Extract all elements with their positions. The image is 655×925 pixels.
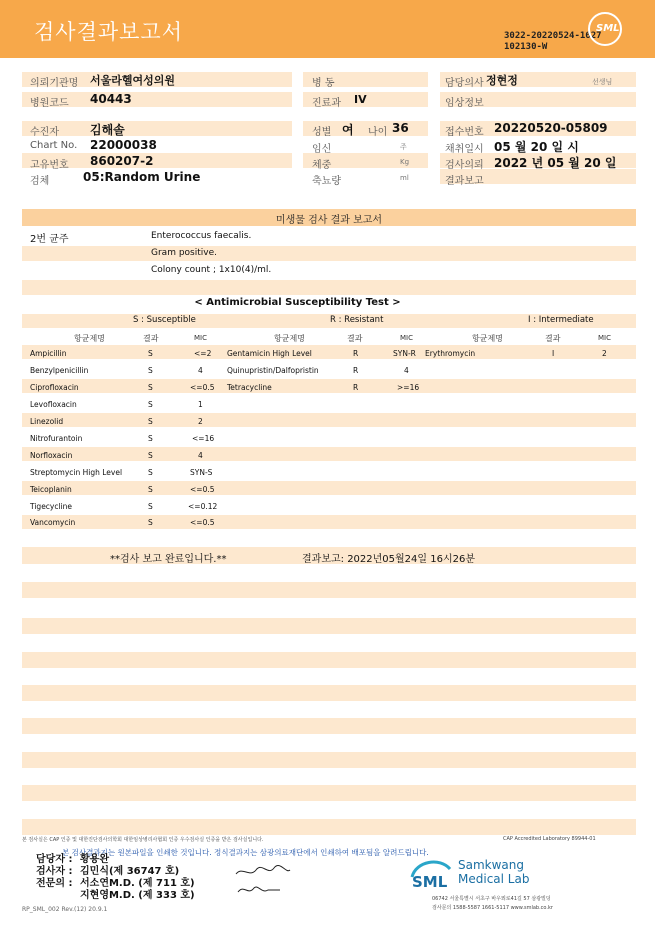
drug-name: Tetracycline — [227, 383, 272, 392]
drug-mic: 2 — [198, 417, 203, 426]
band — [22, 481, 636, 495]
company-name-2: Medical Lab — [458, 872, 530, 886]
drug-name: Streptomycin High Level — [30, 468, 123, 477]
band — [22, 785, 636, 801]
completion-text: **검사 보고 완료입니다.** — [110, 554, 227, 565]
drug-name: Gentamicin High Level — [227, 349, 312, 358]
band — [22, 413, 636, 427]
company-contact: 검사문의 1588-5587 1661-5117 www.smlab.co.kr — [432, 905, 553, 911]
patient-label: 수진자 — [30, 127, 59, 138]
col-header-drug: 항균제명 — [274, 334, 305, 343]
band — [22, 752, 636, 768]
pregnancy-unit: 주 — [400, 143, 407, 151]
dept-value: IV — [354, 93, 367, 106]
legend-susceptible: S : Susceptible — [133, 315, 196, 325]
ast-title: < Antimicrobial Susceptibility Test > — [194, 297, 401, 308]
header-logo-text: SML — [596, 23, 620, 34]
band — [22, 121, 292, 136]
specialist2-value: 지현영M.D. (제 333 호) — [80, 890, 195, 901]
drug-result: S — [148, 383, 153, 392]
manager-value: 황용완 — [80, 854, 109, 865]
svg-text:SML: SML — [412, 873, 448, 891]
drug-result: S — [148, 400, 153, 409]
organism-line: Enterococcus faecalis. — [151, 231, 252, 241]
sml-logo-icon — [410, 855, 454, 895]
drug-name: Tigecycline — [30, 502, 73, 511]
drug-name: Nitrofurantoin — [30, 434, 83, 443]
doctor-value: 정현정 — [486, 74, 518, 87]
band — [22, 819, 636, 835]
drug-name: Vancomycin — [30, 518, 76, 527]
drug-name: Benzylpenicillin — [30, 366, 89, 375]
band — [22, 515, 636, 529]
col-header-result: 결과 — [347, 334, 363, 343]
chart-label: Chart No. — [30, 140, 78, 151]
specimen-value: 05:Random Urine — [83, 170, 201, 184]
drug-name: Ampicillin — [30, 349, 67, 358]
institution-label: 의뢰기관명 — [30, 78, 79, 89]
band — [22, 582, 636, 598]
drug-mic: 4 — [404, 366, 409, 375]
drug-mic: 2 — [602, 349, 607, 358]
cap-notice: 본 검사실은 CAP 인증 및 대한진단검사의학회 대한임상병리사협회 인증 우수검사실 인증을 받은 검사실입니다. — [22, 837, 264, 843]
band — [22, 685, 636, 701]
legend-resistant: R : Resistant — [330, 315, 384, 325]
drug-result: R — [353, 383, 359, 392]
band — [22, 618, 636, 634]
drug-mic: <=0.5 — [190, 485, 215, 494]
drug-result: S — [148, 518, 153, 527]
drug-name: Erythromycin — [425, 349, 476, 358]
drug-result: S — [148, 434, 153, 443]
company-name-1: Samkwang — [458, 858, 524, 872]
band — [22, 652, 636, 668]
request-label: 검사의뢰 — [445, 160, 484, 171]
request-value: 2022 년 05 월 20 일 — [494, 156, 617, 170]
legend-intermediate: I : Intermediate — [528, 315, 594, 325]
band — [22, 345, 636, 359]
report-code — [504, 31, 602, 53]
weight-unit: Kg — [400, 158, 410, 166]
drug-result: R — [353, 366, 359, 375]
drug-result: S — [148, 349, 153, 358]
report-code-line2: 102130-W — [504, 42, 548, 52]
drug-mic: <=0.12 — [188, 502, 218, 511]
drug-result: R — [353, 349, 359, 358]
micro-title: 미생물 검사 결과 보고서 — [275, 215, 383, 226]
drug-mic: 4 — [198, 366, 203, 375]
specialist1-value: 서소연M.D. (제 711 호) — [80, 878, 195, 889]
drug-result: S — [148, 485, 153, 494]
band — [22, 280, 636, 295]
company-address: 06742 서울특별시 서초구 바우뫼로41길 57 삼광빌딩 — [432, 896, 551, 902]
colony-line: Colony count ; 1x10(4)/ml. — [151, 265, 272, 275]
age-label: 나이 — [368, 127, 388, 138]
drug-mic: SYN-S — [190, 468, 213, 477]
drug-name: Norfloxacin — [30, 451, 73, 460]
col-header-drug: 항균제명 — [74, 334, 105, 343]
drug-result: S — [148, 502, 153, 511]
tester-value: 김민식(제 36747 호) — [80, 866, 180, 877]
receipt-label: 접수번호 — [445, 127, 484, 138]
weight-label: 체중 — [312, 160, 332, 171]
urine-unit: ml — [400, 174, 409, 182]
drug-result: S — [148, 417, 153, 426]
institution-value: 서울라헬여성의원 — [90, 74, 176, 87]
drug-mic: >=16 — [397, 383, 420, 392]
drug-result: I — [552, 349, 555, 358]
band — [22, 718, 636, 734]
drug-name: Levofloxacin — [30, 400, 77, 409]
specialist-label: 전문의 : — [36, 878, 73, 889]
col-header-result: 결과 — [143, 334, 159, 343]
band — [22, 447, 636, 461]
drug-name: Ciprofloxacin — [30, 383, 79, 392]
print-notice: 본 검사결과지는 원본파일을 인쇄한 것입니다. 정식결과지는 삼광의료재단에서 인쇄하여 배포됨을 알려드립니다. — [62, 848, 429, 857]
drug-mic: SYN-R — [393, 349, 416, 358]
drug-result: S — [148, 468, 153, 477]
drug-mic: 4 — [198, 451, 203, 460]
drug-result: S — [148, 451, 153, 460]
result-label: 결과보고 — [445, 176, 484, 187]
manager-label: 담당자 : — [36, 854, 73, 865]
ward-label: 병 동 — [312, 78, 335, 89]
drug-mic: <=16 — [192, 434, 215, 443]
drug-mic: 1 — [198, 400, 203, 409]
chart-value: 22000038 — [90, 138, 157, 152]
drug-name: Teicoplanin — [30, 485, 72, 494]
doctor-suffix: 선생님 — [592, 78, 613, 86]
receipt-value: 20220520-05809 — [494, 121, 608, 135]
col-header-mic: MIC — [598, 334, 611, 342]
specimen-label: 검체 — [30, 176, 50, 187]
drug-mic: <=0.5 — [190, 518, 215, 527]
sex-label: 성별 — [312, 127, 332, 138]
dept-label: 진료과 — [312, 98, 341, 109]
unique-label: 고유번호 — [30, 160, 69, 171]
col-header-mic: MIC — [194, 334, 207, 342]
band — [22, 379, 636, 393]
drug-mic: <=2 — [194, 349, 212, 358]
hospital-code-value: 40443 — [90, 92, 132, 106]
doctor-label: 담당의사 — [445, 78, 484, 89]
drug-mic: <=0.5 — [190, 383, 215, 392]
report-title: 검사결과보고서 — [34, 20, 184, 44]
collect-label: 채취일시 — [445, 144, 484, 155]
drug-name: Linezolid — [30, 417, 64, 426]
clinical-label: 임상정보 — [445, 98, 484, 109]
unique-value: 860207-2 — [90, 154, 154, 168]
signature-icon — [232, 862, 292, 898]
col-header-result: 결과 — [545, 334, 561, 343]
age-value: 36 — [392, 121, 409, 135]
strain-label: 2번 균주 — [30, 234, 69, 245]
cap-accreditation: CAP Accredited Laboratory 89944-01 — [503, 836, 596, 842]
sex-value: 여 — [342, 123, 354, 137]
patient-value: 김해솔 — [90, 123, 125, 137]
tester-label: 검사자 : — [36, 866, 73, 877]
drug-name: Quinupristin/Dalfopristin — [227, 366, 319, 375]
collect-value: 05 월 20 일 시 — [494, 140, 579, 154]
col-header-drug: 항균제명 — [472, 334, 503, 343]
report-time: 결과보고: 2022년05월24일 16시26분 — [302, 554, 476, 565]
doc-code: RP_SML_002 Rev.(12) 20.9.1 — [22, 906, 108, 913]
hospital-code-label: 병원코드 — [30, 98, 69, 109]
col-header-mic: MIC — [400, 334, 413, 342]
band — [22, 246, 636, 261]
report-code-line1: 3022-20220524-1627 — [504, 31, 602, 41]
urine-label: 축뇨량 — [312, 176, 341, 187]
pregnancy-label: 임신 — [312, 144, 332, 155]
gram-line: Gram positive. — [151, 248, 217, 258]
drug-result: S — [148, 366, 153, 375]
